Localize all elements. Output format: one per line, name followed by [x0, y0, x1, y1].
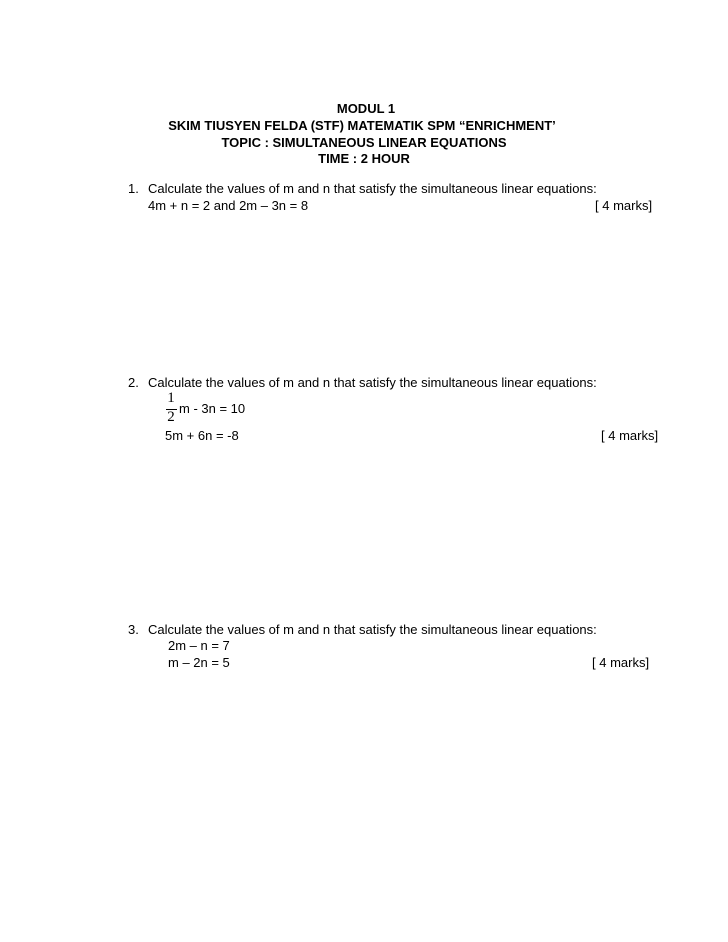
question-3-number: 3. [128, 622, 139, 637]
scheme-title: SKIM TIUSYEN FELDA (STF) MATEMATIK SPM “ENRICHMENT’ [168, 118, 556, 133]
fraction-numerator: 1 [167, 390, 175, 406]
question-1-number: 1. [128, 181, 139, 196]
question-2-number: 2. [128, 375, 139, 390]
question-3-prompt: Calculate the values of m and n that satisfy the simultaneous linear equations: [148, 622, 597, 637]
question-2-equation-2: 5m + 6n = -8 [165, 428, 239, 443]
question-2-marks: [ 4 marks] [601, 428, 659, 443]
time-title: TIME : 2 HOUR [318, 151, 410, 166]
question-1-prompt: Calculate the values of m and n that satisfy the simultaneous linear equations: [148, 181, 597, 196]
question-2-prompt: Calculate the values of m and n that satisfy the simultaneous linear equations: [148, 375, 597, 390]
question-3-equation-2: m – 2n = 5 [168, 655, 230, 670]
question-2-equation-1: m - 3n = 10 [179, 401, 246, 416]
fraction-denominator: 2 [167, 409, 175, 425]
question-3-equation-1: 2m – n = 7 [168, 638, 230, 653]
question-1-marks: [ 4 marks] [595, 198, 653, 213]
question-3-marks: [ 4 marks] [592, 655, 650, 670]
module-title: MODUL 1 [336, 101, 396, 116]
topic-title: TOPIC : SIMULTANEOUS LINEAR EQUATIONS [221, 135, 507, 150]
question-1-equations: 4m + n = 2 and 2m – 3n = 8 [148, 198, 309, 213]
